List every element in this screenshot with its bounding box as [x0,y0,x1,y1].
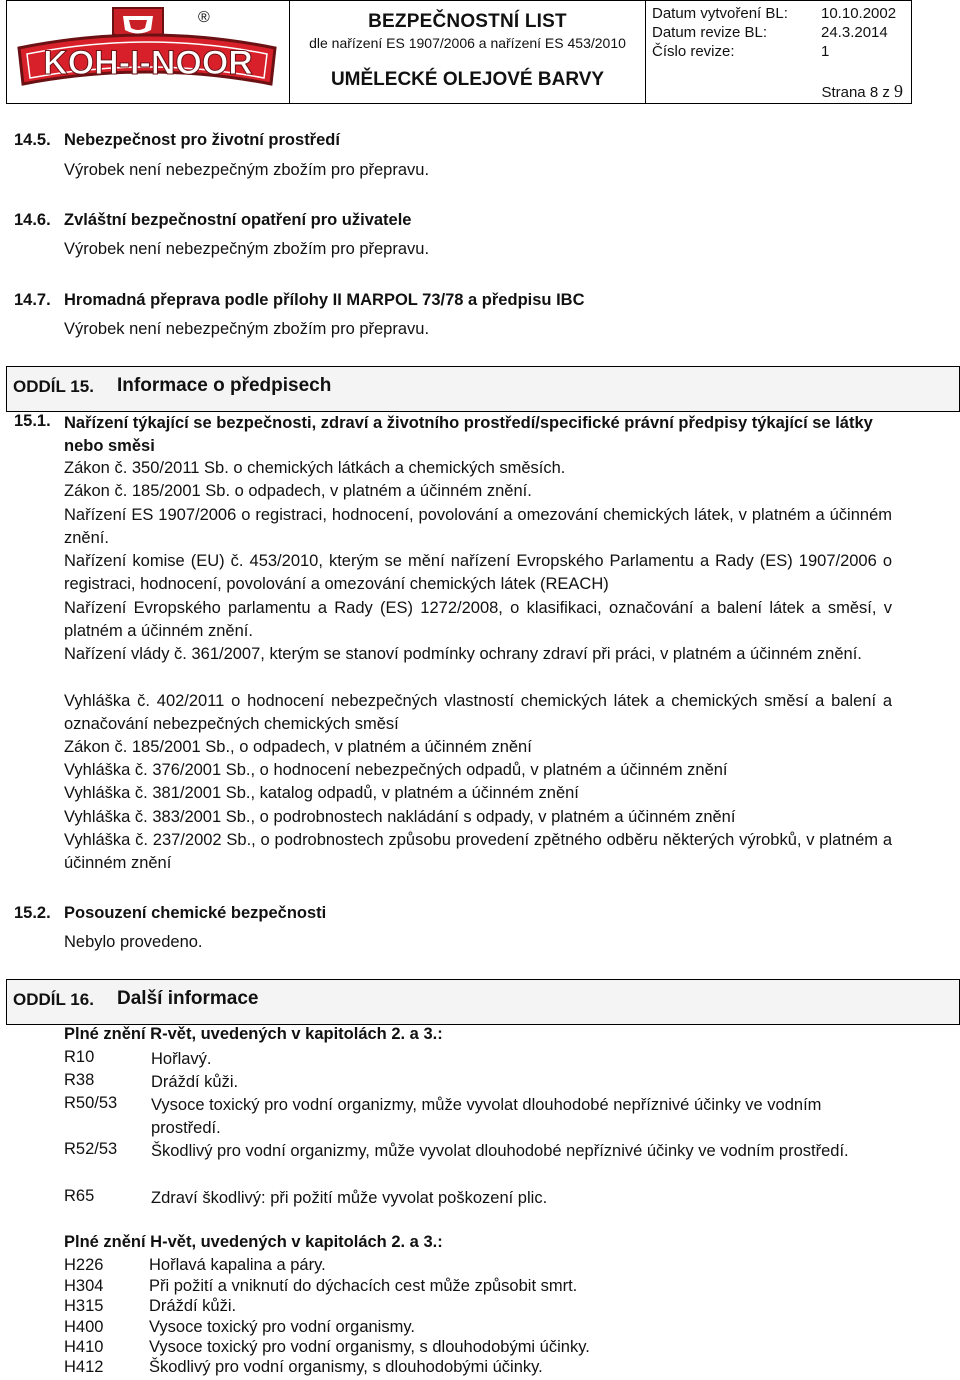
created-value: 10.10.2002 [821,5,897,22]
title-cell [290,1,646,103]
sec-15-2-text: Nebylo provedeno. [64,933,203,951]
document-title: BEZPEČNOSTNÍ LIST [368,11,567,32]
sec-15-2-number: 15.2. [14,904,51,922]
sec-14-6-title: Zvláštní bezpečnostní opatření pro uživatele [64,211,412,229]
h-phrase-text: Škodlivý pro vodní organismy, s dlouhodobými účinky. [149,1358,543,1376]
sec-14-7-number: 14.7. [14,291,51,309]
section-15-header [6,366,960,412]
regulation-12: Vyhláška č. 237/2002 Sb., o podrobnostech způsobu provedení zpětného odběru některých výrobků, v platném a účinném znění [64,831,892,873]
revision-number-value: 1 [821,43,830,60]
regulation-3: Nařízení ES 1907/2006 o registraci, hodnocení, povolování a omezování chemických látek, v platném a účinném znění. [64,506,892,548]
h-phrase-text: Hořlavá kapalina a páry. [149,1256,326,1274]
section-15-title: Informace o předpisech [117,375,332,396]
sec-14-7-text: Výrobek není nebezpečným zbožím pro přepravu. [64,320,430,338]
document-subtitle: dle nařízení ES 1907/2006 a nařízení ES 453/2010 [309,35,626,51]
logo-cell [7,1,290,103]
created-label: Datum vytvoření BL: [652,5,788,22]
page-number [821,81,903,102]
regulation-5: Nařízení Evropského parlamentu a Rady (ES) 1272/2008, o klasifikaci, označování a balení látek a směsí, v platném a účinném znění. [64,599,892,641]
r-phrase-code: R50/53 [64,1094,118,1112]
sec-15-1-title: Nařízení týkající se bezpečnosti, zdraví a životního prostředí/specifické právní předpisy týkající se látky nebo směsi [64,414,873,455]
r-phrases-heading: Plné znění R-vět, uvedených v kapitolách 2. a 3.: [64,1025,443,1043]
info-cell [646,1,911,103]
sec-15-1-number: 15.1. [14,412,51,430]
h-phrase-text: Vysoce toxický pro vodní organismy, s dlouhodobými účinky. [149,1338,590,1356]
h-phrase-text: Dráždí kůži. [149,1297,237,1315]
revision-date-value: 24.3.2014 [821,24,888,41]
r-phrase-text: Dráždí kůži. [151,1073,239,1091]
regulation-11: Vyhláška č. 383/2001 Sb., o podrobnostech nakládání s odpady, v platném a účinném znění [64,808,736,826]
logo-wordmark: KOH-I-NOOR [43,44,253,82]
regulation-1: Zákon č. 350/2011 Sb. o chemických látkách a chemických směsích. [64,459,566,477]
sec-14-5-title: Nebezpečnost pro životní prostředí [64,131,340,149]
section-15-number: ODDÍL 15. [13,377,94,396]
section-16-title: Další informace [117,988,259,1009]
sec-14-5-text: Výrobek není nebezpečným zbožím pro přepravu. [64,161,430,179]
h-phrases-heading: Plné znění H-vět, uvedených v kapitolách 2. a 3.: [64,1233,443,1251]
page-total: 9 [894,81,903,101]
r-phrase-code: R10 [64,1048,95,1066]
r-phrase-text: Vysoce toxický pro vodní organizmy, může vyvolat dlouhodobé nepříznivé účinky ve vodním prostředí. [151,1096,822,1137]
h-phrase-code: H412 [64,1358,104,1376]
h-phrase-code: H410 [64,1338,104,1356]
regulation-8: Zákon č. 185/2001 Sb., o odpadech, v platném a účinném znění [64,738,532,756]
regulation-4: Nařízení komise (EU) č. 453/2010, kterým se mění nařízení Evropského Parlamentu a Rady (ES) 1907/2006 o registraci, hodnocení, povolování a omezování chemických látek (REACH) [64,552,892,594]
h-phrase-code: H315 [64,1297,104,1315]
regulation-2: Zákon č. 185/2001 Sb. o odpadech, v platném a účinném znění. [64,482,532,500]
r-phrase-code: R38 [64,1071,95,1089]
document-header [6,0,912,104]
page-prefix: Strana 8 z [821,84,894,101]
h-phrase-text: Vysoce toxický pro vodní organismy. [149,1318,415,1336]
revision-date-label: Datum revize BL: [652,24,768,41]
regulation-7: Vyhláška č. 402/2011 o hodnocení nebezpečných vlastností chemických látek a chemických směsí a balení a označování nebezpečných chemických směsí [64,692,892,734]
section-16-header [6,979,960,1025]
regulation-10: Vyhláška č. 381/2001 Sb., katalog odpadů, v platném a účinném znění [64,784,579,802]
product-name: UMĚLECKÉ OLEJOVÉ BARVY [330,69,605,90]
r-phrase-code: R52/53 [64,1140,118,1158]
r-phrase-text: Škodlivý pro vodní organizmy, může vyvolat dlouhodobé nepříznivé účinky ve vodním prostředí. [151,1142,849,1160]
sec-14-5-number: 14.5. [14,131,51,149]
r-phrase-text: Hořlavý. [151,1050,212,1068]
regulation-9: Vyhláška č. 376/2001 Sb., o hodnocení nebezpečných odpadů, v platném a účinném znění [64,761,728,779]
sec-14-6-text: Výrobek není nebezpečným zbožím pro přepravu. [64,240,430,258]
h-phrase-code: H400 [64,1318,104,1336]
registered-mark: ® [198,9,210,26]
sec-14-6-number: 14.6. [14,211,51,229]
r-phrase-code: R65 [64,1187,95,1205]
sec-14-7-title: Hromadná přeprava podle přílohy II MARPOL 73/78 a předpisu IBC [64,291,585,309]
h-phrase-code: H226 [64,1256,104,1274]
sec-15-2-title: Posouzení chemické bezpečnosti [64,904,327,922]
h-phrase-code: H304 [64,1277,104,1295]
revision-number-label: Číslo revize: [652,43,735,60]
r-phrase-text: Zdraví škodlivý: při požití může vyvolat poškození plic. [151,1189,548,1207]
section-16-number: ODDÍL 16. [13,990,94,1009]
regulation-6: Nařízení vlády č. 361/2007, kterým se stanoví podmínky ochrany zdraví při práci, v platném a účinném znění. [64,645,862,663]
h-phrase-text: Při požití a vniknutí do dýchacích cest může způsobit smrt. [149,1277,578,1295]
koh-i-noor-logo [13,4,283,100]
